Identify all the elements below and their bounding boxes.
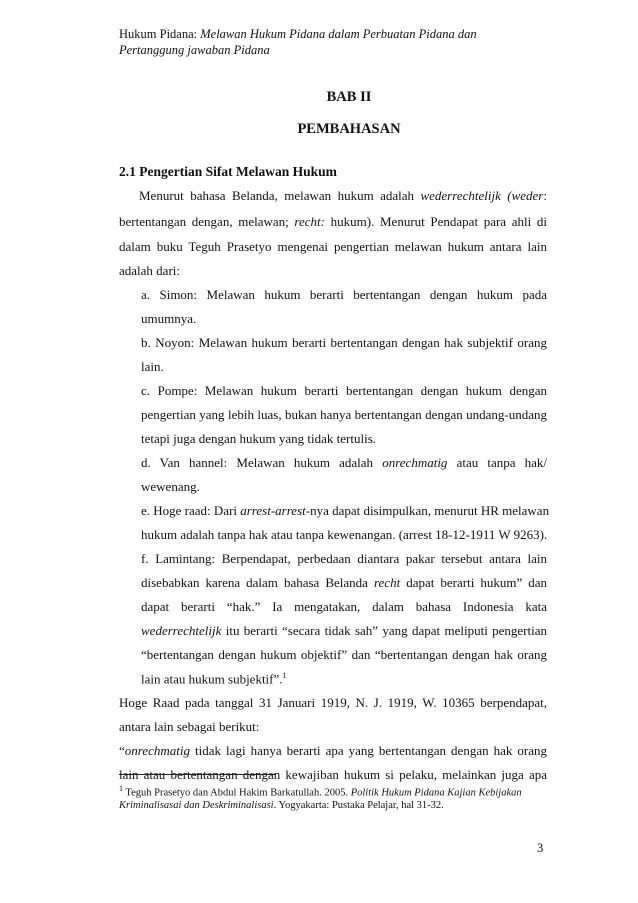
list-item-f-line-4: wederrechtelijk itu berarti “secara tidak sah” yang dapat meliputi pengertian [141,623,548,638]
footnote-line-1: $^1$ Teguh Prasetyo dan Abdul Hakim Barkatullah. 2005. Politik Hukum Pidana Kajian Kebijakan [119,784,522,799]
running-header-line-1: Hukum Pidana: Melawan Hukum Pidana dalam Perbuatan Pidana dan [119,27,477,41]
list-item-e-line-2: hukum adalah tanpa hak atau tanpa kewenangan. (arrest 18-12-1911 W 9263). [141,527,548,542]
running-header [119,26,539,58]
list-item-f-line-5: “bertentangan dengan hukum objektif” dan “bertentangan dengan hak orang [141,647,547,662]
intro-line-1: Menurut bahasa Belanda, melawan hukum adalah wederrechtelijk (weder: [139,188,547,203]
list-item-d-line-1: d. Van hannel: Melawan hukum adalah onrechmatig atau tanpa hak/ [141,455,548,470]
footnote-line-2: Kriminalisasai dan Deskriminalisasi. Yogyakarta: Pustaka Pelajar, hal 31-32. [119,800,444,811]
list-item-c-line-1: c. Pompe: Melawan hukum berarti bertentangan dengan hukum dengan [141,383,547,398]
list-item-a-line-1: a. Simon: Melawan hukum berarti bertentangan dengan hukum pada [141,287,547,302]
list-item-f-line-3: dapat berarti “hak.” Ia mengatakan, dalam bahasa Indonesia kata [141,599,547,614]
list-item-c-line-3: tetapi juga dengan hukum yang tidak tertulis. [141,431,377,446]
footnote-ref[interactable]: 1 [282,671,287,680]
page-number: 3 [537,841,544,855]
running-header-line-2: Pertanggung jawaban Pidana [119,43,270,57]
list-item-f-line-6: lain atau hukum subjektif”.$^1$ [141,671,287,687]
list-item-e-line-1: e. Hoge raad: Dari arrest-arrest-nya dapat disimpulkan, menurut HR melawan [141,503,550,518]
list-item-f-line-2: disebabkan karena dalam bahasa Belanda recht dapat berarti hukum” dan [141,575,548,590]
section-title: 2.1 Pengertian Sifat Melawan Hukum [119,164,337,179]
footnote-divider [119,774,276,775]
list-item-b-line-2: lain. [141,359,164,374]
list-item-c-line-2: pengertian yang lebih luas, bukan hanya bertentangan dengan undang-undang [141,407,547,422]
chapter-number: BAB II [326,89,372,105]
list-item-a-line-2: umumnya. [141,311,197,326]
intro-line-2: bertentangan dengan, melawan; recht: hukum). Menurut Pendapat para ahli di [119,214,547,229]
body-line-2: antara lain sebagai berikut: [119,719,260,734]
list-item-b-line-1: b. Noyon: Melawan hukum berarti bertentangan dengan hak subjektif orang [141,335,547,350]
intro-line-3: dalam buku Teguh Prasetyo mengenai pengertian melawan hukum antara lain [119,239,547,254]
intro-line-4: adalah dari: [119,263,180,278]
body-line-4: lain atau bertentangan dengan kewajiban hukum si pelaku, melainkan juga apa [119,767,547,782]
list-item-f-line-1: f. Lamintang: Berpendapat, perbedaan diantara pakar tersebut antara lain [141,551,547,566]
body-line-1: Hoge Raad pada tanggal 31 Januari 1919, N. J. 1919, W. 10365 berpendapat, [119,695,547,710]
list-item-d-line-2: wewenang. [141,479,200,494]
chapter-title: PEMBAHASAN [297,121,401,137]
body-line-3: “onrechmatig tidak lagi hanya berarti apa yang bertentangan dengan hak orang [119,743,548,758]
